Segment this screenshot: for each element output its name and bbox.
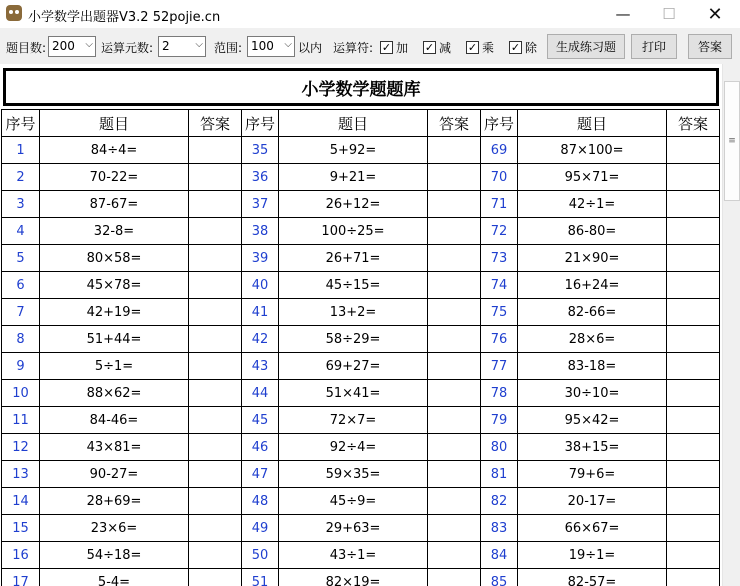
header-answer: 答案 <box>428 110 481 137</box>
problem-text: 82-66= <box>518 299 667 326</box>
count-label: 题目数: <box>6 41 47 55</box>
problem-number: 44 <box>242 380 279 407</box>
problem-number: 83 <box>481 515 518 542</box>
answer-cell[interactable] <box>189 245 242 272</box>
problem-text: 42÷1= <box>518 191 667 218</box>
problem-text: 26+12= <box>279 191 428 218</box>
problem-text: 100÷25= <box>279 218 428 245</box>
app-icon <box>6 5 22 21</box>
chevron-down-icon: ⌵ <box>284 39 292 50</box>
op-sub-checkbox[interactable] <box>423 39 451 56</box>
problem-text: 16+24= <box>518 272 667 299</box>
operands-label: 运算元数: <box>101 41 154 55</box>
problem-number: 35 <box>242 137 279 164</box>
problem-number: 50 <box>242 542 279 569</box>
answer-cell[interactable] <box>667 245 720 272</box>
answer-cell[interactable] <box>428 488 481 515</box>
problem-text: 80×58= <box>40 245 189 272</box>
sheet-title: 小学数学题题库 <box>3 68 719 106</box>
problem-number: 15 <box>2 515 40 542</box>
problem-number: 8 <box>2 326 40 353</box>
problem-number: 16 <box>2 542 40 569</box>
problem-text: 88×62= <box>40 380 189 407</box>
answer-cell[interactable] <box>428 461 481 488</box>
answer-cell[interactable] <box>667 515 720 542</box>
problem-number: 4 <box>2 218 40 245</box>
answer-cell[interactable] <box>667 137 720 164</box>
count-select[interactable] <box>48 36 96 57</box>
problem-number: 5 <box>2 245 40 272</box>
answer-cell[interactable] <box>428 407 481 434</box>
answer-cell[interactable] <box>428 191 481 218</box>
problem-text: 82-57= <box>518 569 667 586</box>
problem-text: 38+15= <box>518 434 667 461</box>
answer-cell[interactable] <box>428 542 481 569</box>
header-num: 序号 <box>481 110 518 137</box>
problem-number: 9 <box>2 353 40 380</box>
answer-cell[interactable] <box>189 488 242 515</box>
table-row <box>2 299 720 326</box>
answer-cell[interactable] <box>667 164 720 191</box>
problem-number: 79 <box>481 407 518 434</box>
problem-number: 38 <box>242 218 279 245</box>
answer-cell[interactable] <box>667 461 720 488</box>
problem-text: 26+71= <box>279 245 428 272</box>
problem-text: 43×81= <box>40 434 189 461</box>
problem-number: 49 <box>242 515 279 542</box>
problem-number: 42 <box>242 326 279 353</box>
answer-cell[interactable] <box>667 434 720 461</box>
answer-cell[interactable] <box>667 488 720 515</box>
problem-text: 5+92= <box>279 137 428 164</box>
answer-cell[interactable] <box>428 137 481 164</box>
problem-text: 5÷1= <box>40 353 189 380</box>
answer-cell[interactable] <box>428 326 481 353</box>
answer-cell[interactable] <box>428 380 481 407</box>
problem-number: 78 <box>481 380 518 407</box>
answer-cell[interactable] <box>667 191 720 218</box>
problem-number: 47 <box>242 461 279 488</box>
answer-cell[interactable] <box>428 353 481 380</box>
problem-text: 51×41= <box>279 380 428 407</box>
window-title: 小学数学出题器V3.2 52pojie.cn <box>28 10 221 25</box>
problem-text: 59×35= <box>279 461 428 488</box>
maximize-button[interactable]: ☐ <box>662 5 676 23</box>
table-row <box>2 542 720 569</box>
problem-number: 7 <box>2 299 40 326</box>
problem-text: 32-8= <box>40 218 189 245</box>
table-row <box>2 380 720 407</box>
header-answer: 答案 <box>189 110 242 137</box>
problem-number: 74 <box>481 272 518 299</box>
checkbox-check-icon: ✓ <box>381 41 392 54</box>
table-row <box>2 407 720 434</box>
problem-text: 84-46= <box>40 407 189 434</box>
problem-number: 12 <box>2 434 40 461</box>
answer-cell[interactable] <box>189 434 242 461</box>
problem-number: 84 <box>481 542 518 569</box>
problem-number: 40 <box>242 272 279 299</box>
answer-cell[interactable] <box>189 218 242 245</box>
answer-cell[interactable] <box>667 569 720 586</box>
op-mul-label: 乘 <box>482 41 495 55</box>
problem-text: 19÷1= <box>518 542 667 569</box>
problem-text: 87×100= <box>518 137 667 164</box>
problem-text: 30÷10= <box>518 380 667 407</box>
op-add-label: 加 <box>396 41 409 55</box>
problem-number: 1 <box>2 137 40 164</box>
answer-cell[interactable] <box>189 461 242 488</box>
problem-text: 45÷15= <box>279 272 428 299</box>
answer-cell[interactable] <box>428 569 481 586</box>
problem-text: 29+63= <box>279 515 428 542</box>
problem-number: 43 <box>242 353 279 380</box>
table-row <box>2 569 720 586</box>
header-num: 序号 <box>2 110 40 137</box>
table-row <box>2 137 720 164</box>
header-problem: 题目 <box>518 110 667 137</box>
problem-text: 28+69= <box>40 488 189 515</box>
table-row <box>2 272 720 299</box>
problem-number: 3 <box>2 191 40 218</box>
problem-number: 17 <box>2 569 40 586</box>
print-button[interactable]: 打印 <box>631 34 677 59</box>
ops-label: 运算符: <box>333 41 374 55</box>
problem-number: 37 <box>242 191 279 218</box>
problem-text: 70-22= <box>40 164 189 191</box>
problem-number: 39 <box>242 245 279 272</box>
answer-cell[interactable] <box>428 434 481 461</box>
answer-cell[interactable] <box>667 353 720 380</box>
problem-text: 5-4= <box>40 569 189 586</box>
answer-cell[interactable] <box>189 299 242 326</box>
range-value: 100 <box>251 39 274 53</box>
problem-text: 13+2= <box>279 299 428 326</box>
problem-number: 46 <box>242 434 279 461</box>
answer-cell[interactable] <box>428 164 481 191</box>
answer-cell[interactable] <box>667 380 720 407</box>
problem-text: 86-80= <box>518 218 667 245</box>
table-row <box>2 245 720 272</box>
answer-cell[interactable] <box>428 218 481 245</box>
problem-text: 72×7= <box>279 407 428 434</box>
title-bar <box>0 0 740 28</box>
answer-cell[interactable] <box>189 407 242 434</box>
problem-number: 41 <box>242 299 279 326</box>
problem-text: 42+19= <box>40 299 189 326</box>
problem-table <box>1 109 720 586</box>
problem-text: 45×78= <box>40 272 189 299</box>
problem-text: 83-18= <box>518 353 667 380</box>
problem-text: 90-27= <box>40 461 189 488</box>
answer-cell[interactable] <box>667 542 720 569</box>
problem-number: 10 <box>2 380 40 407</box>
table-row <box>2 488 720 515</box>
problem-text: 82×19= <box>279 569 428 586</box>
problem-number: 75 <box>481 299 518 326</box>
worksheet-area <box>0 64 740 586</box>
problem-text: 9+21= <box>279 164 428 191</box>
problem-number: 14 <box>2 488 40 515</box>
problem-number: 6 <box>2 272 40 299</box>
problem-text: 21×90= <box>518 245 667 272</box>
problem-text: 95×71= <box>518 164 667 191</box>
table-row <box>2 164 720 191</box>
header-num: 序号 <box>242 110 279 137</box>
problem-number: 2 <box>2 164 40 191</box>
table-row <box>2 461 720 488</box>
answer-cell[interactable] <box>667 272 720 299</box>
problem-number: 71 <box>481 191 518 218</box>
problem-text: 51+44= <box>40 326 189 353</box>
op-add-checkbox[interactable] <box>380 39 408 56</box>
checkbox-check-icon: ✓ <box>467 41 478 54</box>
problem-number: 82 <box>481 488 518 515</box>
op-div-checkbox[interactable] <box>509 39 537 56</box>
problem-text: 20-17= <box>518 488 667 515</box>
operands-value: 2 <box>162 39 170 53</box>
problem-text: 84÷4= <box>40 137 189 164</box>
chevron-down-icon: ⌵ <box>195 39 203 50</box>
close-button[interactable]: ✕ <box>707 3 723 25</box>
generate-button[interactable]: 生成练习题 <box>547 34 625 59</box>
operands-select[interactable] <box>158 36 206 57</box>
answer-cell[interactable] <box>428 515 481 542</box>
answer-cell[interactable] <box>189 542 242 569</box>
problem-text: 69+27= <box>279 353 428 380</box>
problem-number: 81 <box>481 461 518 488</box>
problem-text: 45÷9= <box>279 488 428 515</box>
vertical-scrollbar[interactable] <box>722 64 740 586</box>
problem-number: 11 <box>2 407 40 434</box>
header-problem: 题目 <box>279 110 428 137</box>
problem-text: 79+6= <box>518 461 667 488</box>
answer-cell[interactable] <box>667 407 720 434</box>
answer-cell[interactable] <box>189 515 242 542</box>
minimize-button[interactable]: — <box>615 5 631 23</box>
checkbox-check-icon: ✓ <box>424 41 435 54</box>
problem-text: 87-67= <box>40 191 189 218</box>
problem-number: 51 <box>242 569 279 586</box>
problem-number: 48 <box>242 488 279 515</box>
range-label: 范围: <box>214 41 243 55</box>
table-row <box>2 515 720 542</box>
problem-text: 23×6= <box>40 515 189 542</box>
answer-cell[interactable] <box>189 569 242 586</box>
answer-cell[interactable] <box>667 299 720 326</box>
problem-number: 13 <box>2 461 40 488</box>
answer-cell[interactable] <box>189 353 242 380</box>
answer-cell[interactable] <box>189 137 242 164</box>
grip-icon: ≡ <box>728 136 736 146</box>
problem-text: 54÷18= <box>40 542 189 569</box>
problem-number: 73 <box>481 245 518 272</box>
problem-text: 66×67= <box>518 515 667 542</box>
chevron-down-icon: ⌵ <box>85 39 93 50</box>
range-suffix: 以内 <box>298 41 323 55</box>
answer-cell[interactable] <box>428 272 481 299</box>
header-row <box>2 110 720 137</box>
table-row <box>2 191 720 218</box>
checkbox-check-icon: ✓ <box>510 41 521 54</box>
header-problem: 题目 <box>40 110 189 137</box>
range-select[interactable] <box>247 36 295 57</box>
answer-cell[interactable] <box>667 218 720 245</box>
problem-number: 36 <box>242 164 279 191</box>
answer-cell[interactable] <box>189 191 242 218</box>
table-row <box>2 353 720 380</box>
answer-button[interactable]: 答案 <box>688 34 732 59</box>
answer-cell[interactable] <box>189 326 242 353</box>
problem-text: 58÷29= <box>279 326 428 353</box>
problem-number: 85 <box>481 569 518 586</box>
op-sub-label: 减 <box>439 41 452 55</box>
problem-number: 70 <box>481 164 518 191</box>
answer-cell[interactable] <box>189 380 242 407</box>
problem-number: 76 <box>481 326 518 353</box>
header-answer: 答案 <box>667 110 720 137</box>
answer-cell[interactable] <box>428 245 481 272</box>
problem-number: 69 <box>481 137 518 164</box>
problem-text: 92÷4= <box>279 434 428 461</box>
problem-text: 43÷1= <box>279 542 428 569</box>
problem-number: 77 <box>481 353 518 380</box>
count-value: 200 <box>52 39 75 53</box>
answer-cell[interactable] <box>189 164 242 191</box>
problem-number: 45 <box>242 407 279 434</box>
table-row <box>2 218 720 245</box>
op-mul-checkbox[interactable] <box>466 39 494 56</box>
toolbar <box>0 28 740 64</box>
problem-number: 72 <box>481 218 518 245</box>
table-row <box>2 326 720 353</box>
table-row <box>2 434 720 461</box>
answer-cell[interactable] <box>428 299 481 326</box>
problem-text: 28×6= <box>518 326 667 353</box>
answer-cell[interactable] <box>189 272 242 299</box>
problem-number: 80 <box>481 434 518 461</box>
answer-cell[interactable] <box>667 326 720 353</box>
op-div-label: 除 <box>525 41 538 55</box>
scrollbar-thumb[interactable] <box>724 81 740 201</box>
problem-text: 95×42= <box>518 407 667 434</box>
